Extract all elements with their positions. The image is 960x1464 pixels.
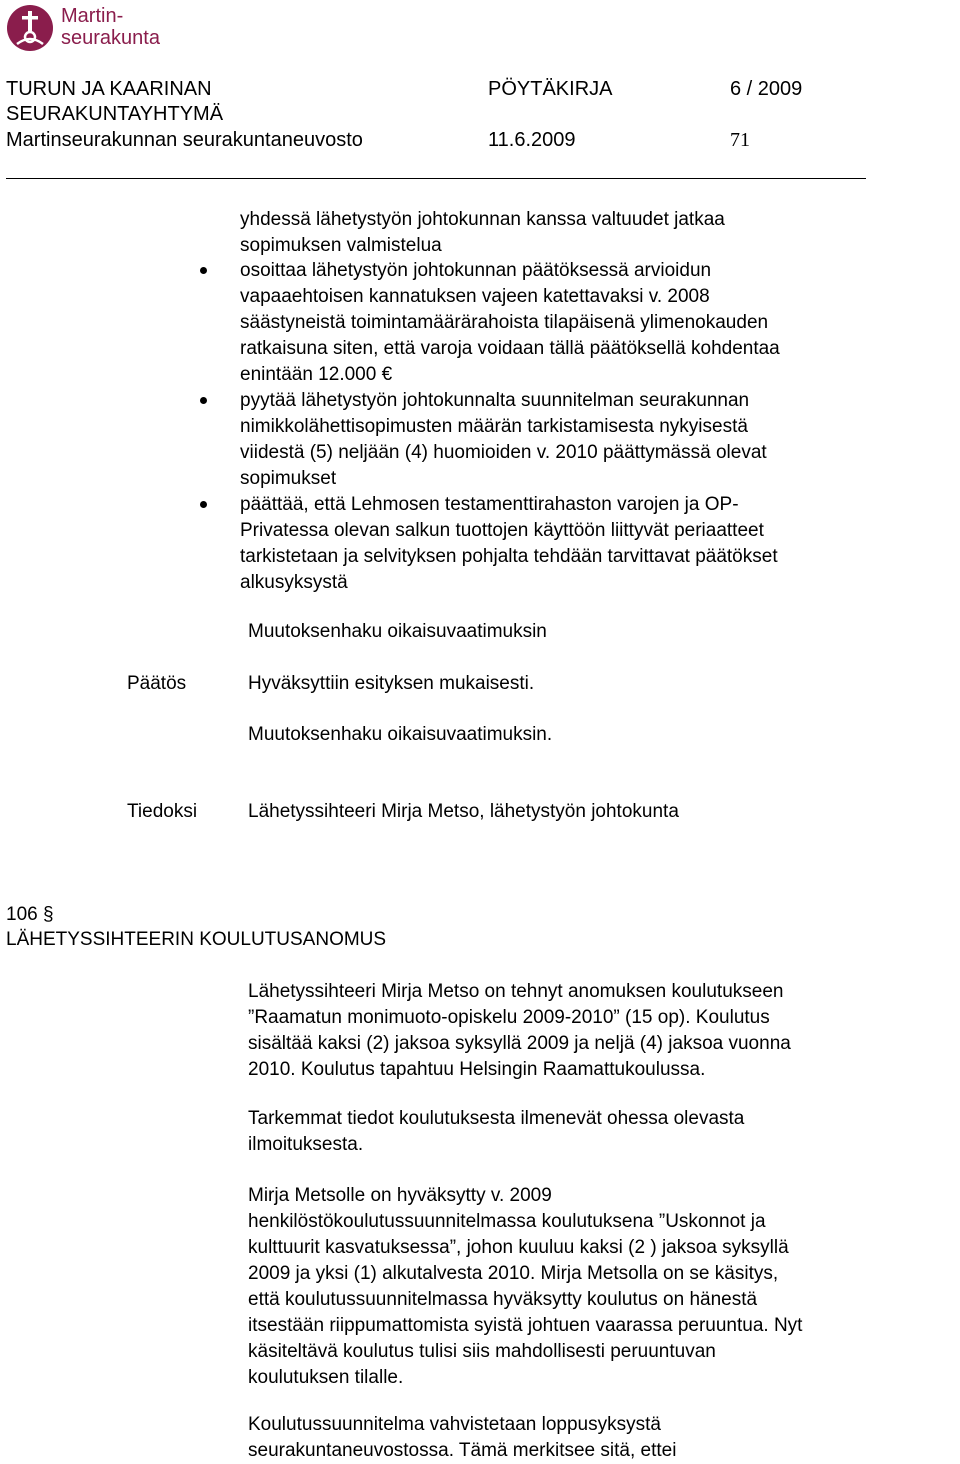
decision-appeal-note: Muutoksenhaku oikaisuvaatimuksin. [248,724,553,745]
org-name-line-2: SEURAKUNTAYHTYMÄ [6,103,224,125]
list-item [240,388,890,492]
text-line: pyytää lähetystyön johtokunnalta suunnitelman seurakunnan [240,390,750,411]
section-title: LÄHETYSSIHTEERIN KOULUTUSANOMUS [6,929,387,950]
notice-label: Tiedoksi [127,801,198,822]
church-cross-emblem-icon [6,4,54,52]
decision-label: Päätös [127,673,187,694]
section-number: 106 § [6,904,54,925]
header-divider [6,178,866,179]
notice-recipients: Lähetyssihteeri Mirja Metso, lähetystyön johtokunta [248,801,679,822]
text-line: säästyneistä toimintamäärärahoista tilapäisenä ylimenokauden [240,312,769,333]
text-line: tarkistetaan ja selvityksen pohjalta tehdään tarvittavat päätökset [240,546,778,567]
section-paragraph [248,1106,744,1158]
decision-bullet-list [240,258,890,596]
text-line: seurakuntaneuvostossa. Tämä merkitsee sitä, ettei [248,1440,677,1461]
section-paragraph [248,979,791,1083]
text-line: käsiteltävä koulutus tulisi siis mahdollisesti peruuntuvan [248,1341,716,1362]
text-line: Mirja Metsolle on hyväksytty v. 2009 [248,1185,552,1206]
logo-line-1: Martin- [61,5,124,27]
section-paragraph [248,1183,802,1391]
text-line: alkusyksystä [240,572,348,593]
text-line: sopimukset [240,468,337,489]
text-line: ratkaisuna siten, että varoja voidaan tällä päätöksellä kohdentaa [240,338,780,359]
logo-wordmark [61,5,160,49]
text-line: Lähetyssihteeri Mirja Metso on tehnyt anomuksen koulutukseen [248,981,784,1002]
meeting-date: 11.6.2009 [488,129,576,151]
bullet-icon [200,397,207,404]
document-type: PÖYTÄKIRJA [488,78,613,100]
decision-text: Hyväksyttiin esityksen mukaisesti. [248,673,535,694]
text-line: sisältää kaksi (2) jaksoa syksyllä 2009 ja neljä (4) jaksoa vuonna [248,1033,791,1054]
appeal-note: Muutoksenhaku oikaisuvaatimuksin [248,621,547,642]
text-line: Privatessa olevan salkun tuottojen käyttöön liittyvät periaatteet [240,520,764,541]
martinseurakunta-logo [6,4,186,50]
text-line: että koulutussuunnitelmassa hyväksytty koulutus on hänestä [248,1289,758,1310]
text-line: 2009 ja yksi (1) alkutalvesta 2010. Mirja Metsolla on se käsitys, [248,1263,779,1284]
text-line: nimikkolähettisopimusten määrän tarkistamisesta nykyisestä [240,416,748,437]
org-name-line-3: Martinseurakunnan seurakuntaneuvosto [6,129,363,151]
text-line: enintään 12.000 € [240,364,393,385]
logo-line-2: seurakunta [61,27,160,49]
text-line: ”Raamatun monimuoto-opiskelu 2009-2010” (15 op). Koulutus [248,1007,770,1028]
text-line: koulutuksen tilalle. [248,1367,404,1388]
page-number: 71 [730,129,750,151]
text-line: 2010. Koulutus tapahtuu Helsingin Raamattukoulussa. [248,1059,706,1080]
bullet-icon [200,267,207,274]
text-line: henkilöstökoulutussuunnitelmassa koulutuksena ”Uskonnot ja [248,1211,766,1232]
decision-intro [240,207,890,259]
section-paragraph [248,1412,676,1464]
text-line: Tarkemmat tiedot koulutuksesta ilmenevät ohessa olevasta [248,1108,745,1129]
text-line: ilmoituksesta. [248,1134,364,1155]
text-line: osoittaa lähetystyön johtokunnan päätöksessä arvioidun [240,260,712,281]
text-line: itsestään riippumattomista syistä johtuen vaarassa peruuntua. Nyt [248,1315,803,1336]
text-line: vapaaehtoisen kannatuksen vajeen katettavaksi v. 2008 [240,286,710,307]
text-line: viidestä (5) neljään (4) huomioiden v. 2010 päättymässä olevat [240,442,767,463]
issue-number: 6 / 2009 [730,78,803,100]
text-line: sopimuksen valmistelua [240,235,442,256]
list-item [240,258,890,388]
text-line: kulttuurit kasvatuksessa”, johon kuuluu kaksi (2 ) jaksoa syksyllä [248,1237,789,1258]
text-line: Koulutussuunnitelma vahvistetaan loppusyksystä [248,1414,661,1435]
org-name-line-1: TURUN JA KAARINAN [6,78,212,100]
bullet-icon [200,501,207,508]
text-line: yhdessä lähetystyön johtokunnan kanssa valtuudet jatkaa [240,209,725,230]
text-line: päättää, että Lehmosen testamenttirahaston varojen ja OP- [240,494,739,515]
list-item [240,492,890,596]
